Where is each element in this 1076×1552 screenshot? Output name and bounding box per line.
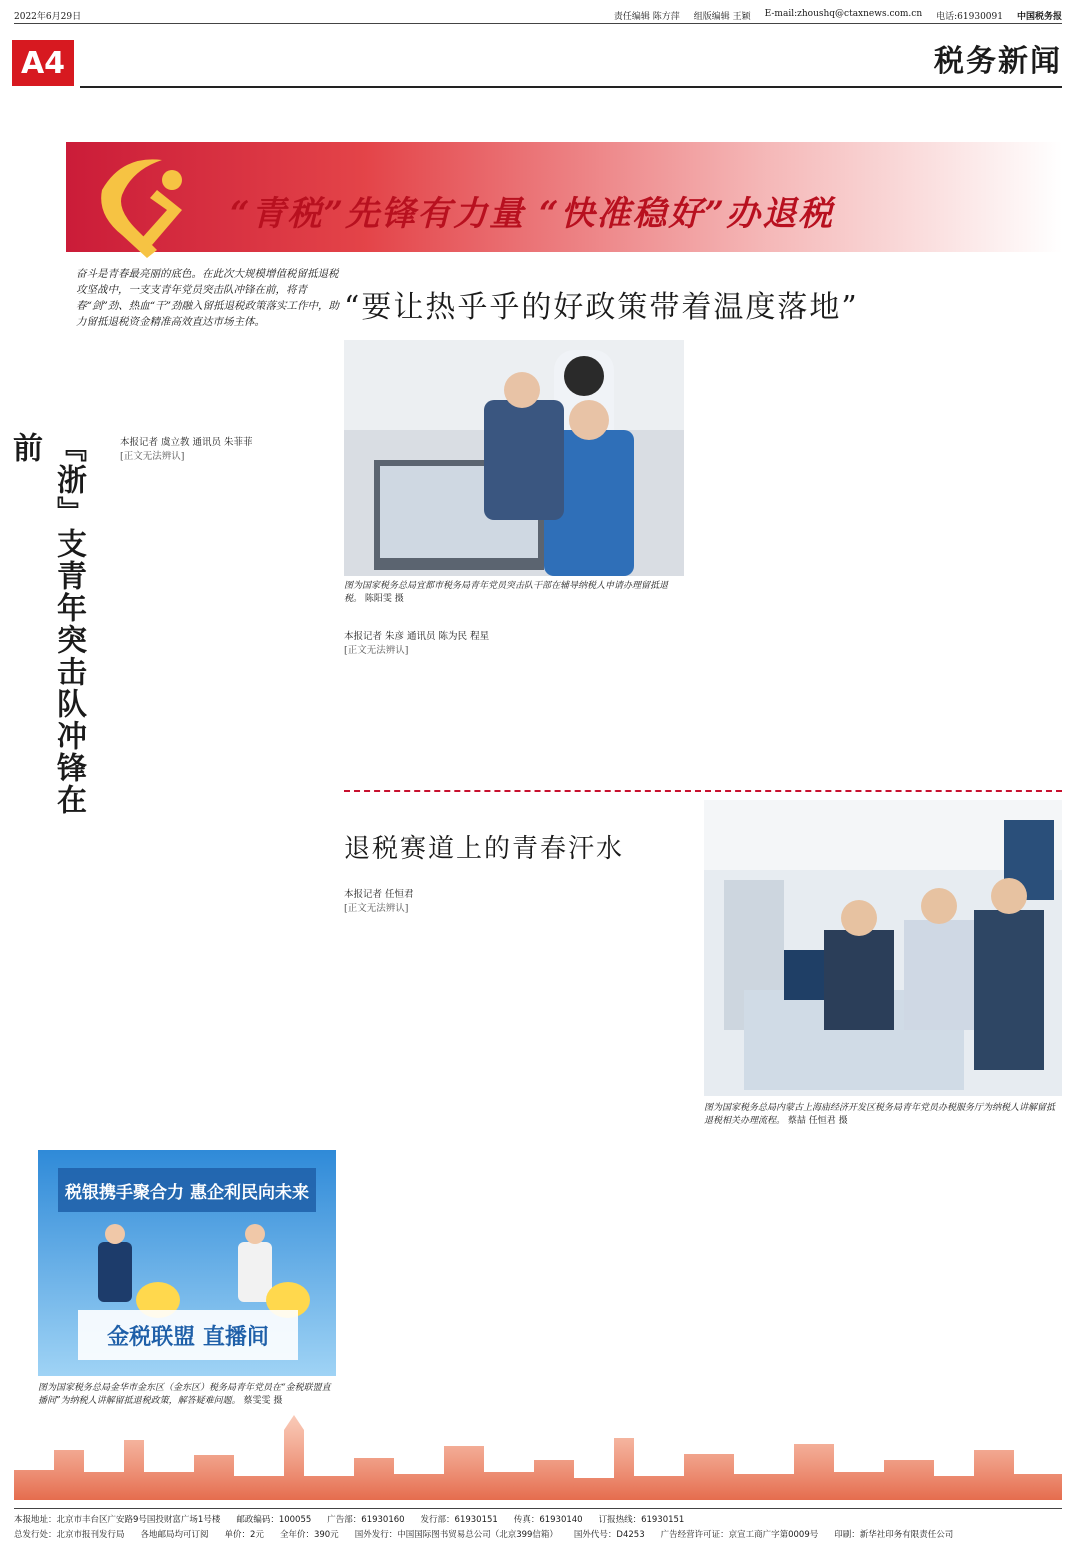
footer-item: 广告经营许可证：京宣工商广字第0009号 bbox=[660, 1530, 819, 1540]
page-number-badge: A4 bbox=[12, 40, 74, 86]
footer-item: 邮政编码：100055 bbox=[236, 1515, 312, 1525]
intro-paragraph: 奋斗是青春最亮丽的底色。在此次大规模增值税留抵退税攻坚战中，一支支青年党员突击队冲锋在前，将青春“剑”劲、热血“干”劲融入留抵退税政策落实工作中，助力留抵退税资金精准高效直达市场主体。 bbox=[76, 268, 339, 328]
article2-photo bbox=[344, 340, 684, 576]
article2-body: [正文无法辨认] bbox=[344, 645, 409, 656]
article3-headline: 退税赛道上的青春汗水 bbox=[344, 834, 625, 864]
article3-body: [正文无法辨认] bbox=[344, 903, 409, 914]
article3-photo bbox=[704, 800, 1062, 1096]
page-footer bbox=[14, 1508, 1062, 1538]
footer-item: 印刷：新华社印务有限责任公司 bbox=[834, 1530, 954, 1540]
livestream-slogan-top: 税银携手聚合力 惠企利民向未来 bbox=[65, 1183, 309, 1203]
article1-vertical-title: 『浙』支青年突击队冲锋在前 bbox=[7, 432, 86, 816]
livestream-caption-text: 图为国家税务总局金华市金东区（金东区）税务局青年党员在“金税联盟直播间”为纳税人讲解留抵退税政策，解答疑难问题。 bbox=[38, 1383, 331, 1406]
footer-item: 总发行处：北京市报刊发行局 bbox=[14, 1530, 125, 1540]
footer-item: 全年价：390元 bbox=[279, 1530, 339, 1540]
livestream-slogan-bottom: 金税联盟 直播间 bbox=[107, 1325, 269, 1350]
article1-body: [正文无法辨认] bbox=[120, 451, 185, 462]
city-skyline-illustration bbox=[14, 1410, 1062, 1500]
article2-caption-text: 图为国家税务总局宜都市税务局青年党员突击队干部在辅导纳税人申请办理留抵退税。 bbox=[344, 581, 669, 604]
article3-byline: 本报记者 任恒君 bbox=[344, 889, 414, 900]
livestream-credit: 蔡雯雯 摄 bbox=[243, 1396, 283, 1406]
article2-caption bbox=[344, 580, 684, 606]
footer-row-1 bbox=[14, 1513, 1062, 1525]
footer-item: 订报热线：61930151 bbox=[598, 1515, 685, 1525]
footer-item: 发行部：61930151 bbox=[420, 1515, 498, 1525]
masthead-line bbox=[14, 8, 1062, 24]
footer-item: 广告部：61930160 bbox=[327, 1515, 405, 1525]
article2-byline: 本报记者 朱彦 通讯员 陈为民 程星 bbox=[344, 631, 490, 642]
layout-credit: 组版编辑 王颖 bbox=[693, 12, 751, 22]
issue-date: 2022年6月29日 bbox=[14, 12, 82, 22]
section-divider bbox=[344, 790, 1062, 792]
footer-item: 单价：2元 bbox=[224, 1530, 264, 1540]
email-link[interactable]: E-mail:zhoushq@ctaxnews.com.cn bbox=[764, 9, 923, 19]
phone-number: 电话:61930091 bbox=[936, 12, 1003, 22]
footer-item: 传真：61930140 bbox=[513, 1515, 583, 1525]
footer-item: 各地邮局均可订阅 bbox=[140, 1530, 209, 1540]
footer-row-2 bbox=[14, 1528, 1062, 1540]
article3-caption-text: 图为国家税务总局内蒙古上海庙经济开发区税务局青年党员办税服务厅为纳税人讲解留抵退税相关办理流程。 bbox=[704, 1103, 1056, 1126]
article2-headline: “要让热乎乎的好政策带着温度落地” bbox=[344, 290, 859, 325]
footer-item: 本报地址：北京市丰台区广安路9号国投财富广场1号楼 bbox=[14, 1515, 221, 1525]
article1-byline: 本报记者 虞立教 通讯员 朱菲菲 bbox=[120, 437, 253, 448]
footer-item: 国外发行：中国国际图书贸易总公司（北京399信箱） bbox=[354, 1530, 558, 1540]
article2-credit: 陈阳雯 摄 bbox=[364, 594, 404, 604]
footer-item: 国外代号：D4253 bbox=[573, 1530, 645, 1540]
section-title: 税务新闻 bbox=[934, 44, 1062, 79]
editor-credit: 责任编辑 陈方萍 bbox=[613, 12, 680, 22]
paper-name: 中国税务报 bbox=[1016, 12, 1062, 22]
party-emblem-icon bbox=[62, 150, 222, 260]
livestream-photo bbox=[38, 1150, 336, 1376]
article3-caption bbox=[704, 1102, 1062, 1128]
header-rule bbox=[80, 86, 1062, 88]
livestream-caption bbox=[38, 1382, 336, 1408]
banner-title: “青税”先锋有力量 “快准稳好”办退税 bbox=[230, 194, 835, 234]
article3-credit: 蔡喆 任恒君 摄 bbox=[787, 1116, 848, 1126]
